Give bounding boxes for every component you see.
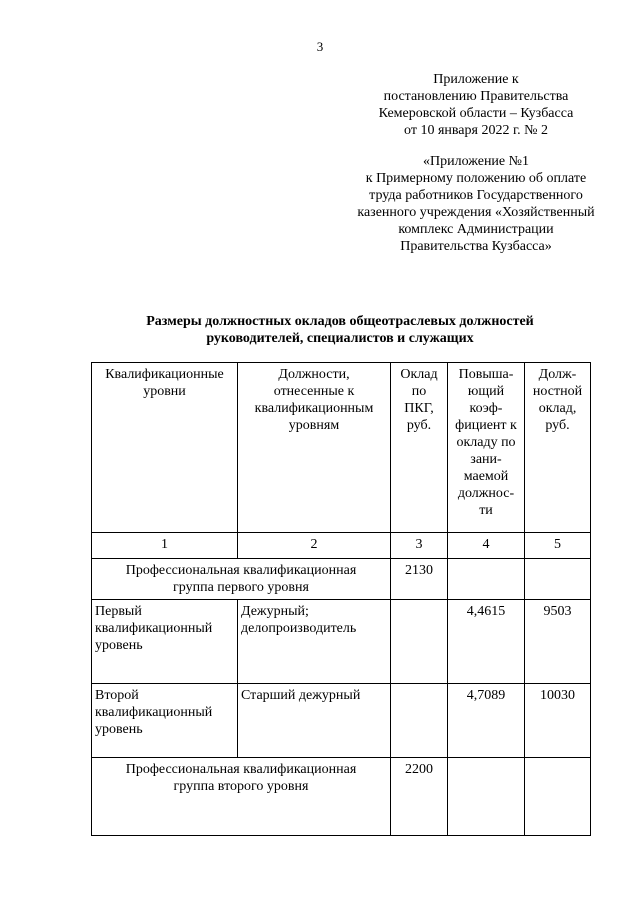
appendix-header: [326, 71, 626, 139]
appendix-header-line: Кемеровской области – Кузбасса: [378, 106, 574, 121]
appendix-reference-line: к Примерному положению об оплате: [365, 171, 587, 186]
group-salary: 2130: [391, 559, 448, 600]
empty-cell: [525, 559, 591, 600]
positions: Дежурный; делопроизводитель: [238, 600, 391, 684]
group-name: Профессиональная квалификационная группа первого уровня: [92, 559, 391, 600]
header-row: [92, 363, 591, 533]
appendix-reference-line: труда работников Государственного: [369, 188, 583, 203]
empty-cell: [448, 559, 525, 600]
header-positions: Должности, отнесенные к квалификационным уровням: [238, 363, 391, 533]
appendix-reference-line: Правительства Кузбасса»: [400, 239, 552, 254]
empty-cell: [391, 600, 448, 684]
column-number: 2: [238, 533, 391, 559]
official-salary: 10030: [525, 684, 591, 758]
appendix-header-line: Приложение к: [433, 72, 519, 87]
positions: Старший дежурный: [238, 684, 391, 758]
column-number: 1: [92, 533, 238, 559]
header-qualification-levels: Квалификационные уровни: [92, 363, 238, 533]
table-row: [92, 600, 591, 684]
group-name: Профессиональная квалификационная группа второго уровня: [92, 758, 391, 836]
appendix-reference-line: казенного учреждения «Хозяйственный: [357, 205, 595, 220]
official-salary: 9503: [525, 600, 591, 684]
appendix-reference: [326, 153, 626, 255]
coefficient: 4,7089: [448, 684, 525, 758]
coefficient: 4,4615: [448, 600, 525, 684]
column-number: 4: [448, 533, 525, 559]
appendix-header-line: постановлению Правительства: [383, 89, 569, 104]
appendix-header-line: от 10 января 2022 г. № 2: [404, 123, 548, 138]
header-official-salary: Долж- ностной оклад, руб.: [525, 363, 591, 533]
table-title-line: руководителей, специалистов и служащих: [206, 331, 474, 346]
salary-table: [91, 362, 591, 836]
empty-cell: [448, 758, 525, 836]
table-title-line: Размеры должностных окладов общеотраслевых должностей: [146, 314, 534, 329]
empty-cell: [391, 684, 448, 758]
appendix-reference-line: «Приложение №1: [423, 154, 529, 169]
column-number: 3: [391, 533, 448, 559]
group-row: [92, 559, 591, 600]
group-salary: 2200: [391, 758, 448, 836]
group-row: [92, 758, 591, 836]
page-number: 3: [316, 39, 324, 54]
column-number: 5: [525, 533, 591, 559]
table-title: [90, 313, 590, 347]
header-pkg-salary: Оклад по ПКГ, руб.: [391, 363, 448, 533]
qualification-level: Второй квалификационный уровень: [92, 684, 238, 758]
header-coefficient: Повыша- ющий коэф- фициент к окладу по зани- маемой должнос- ти: [448, 363, 525, 533]
qualification-level: Первый квалификационный уровень: [92, 600, 238, 684]
column-numbers-row: [92, 533, 591, 559]
appendix-reference-line: комплекс Администрации: [398, 222, 554, 237]
empty-cell: [525, 758, 591, 836]
table-row: [92, 684, 591, 758]
